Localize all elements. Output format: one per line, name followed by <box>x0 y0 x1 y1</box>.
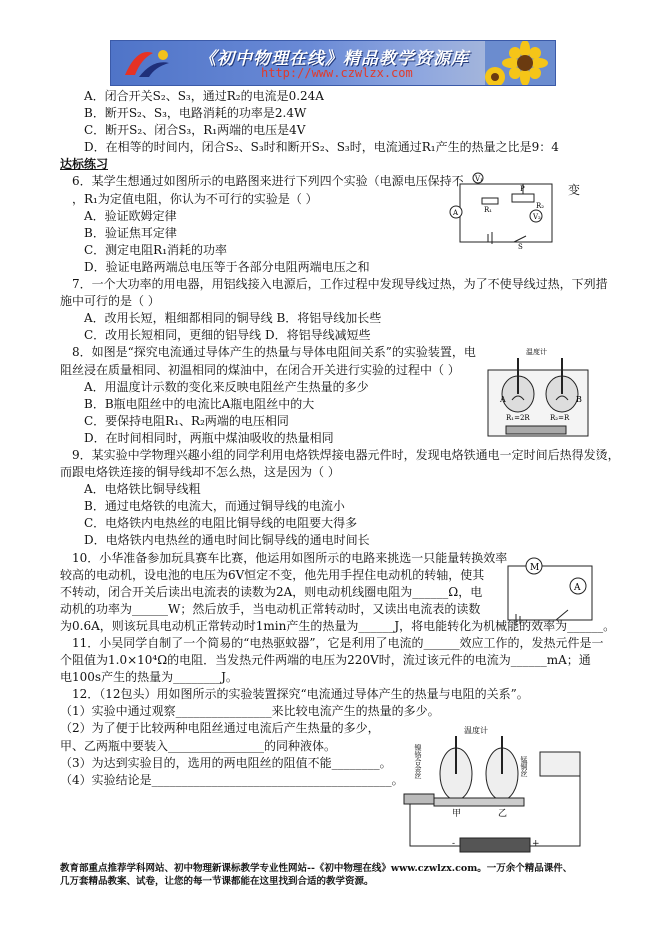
text-line: 6．某学生想通过如图所示的电路图来进行下列四个实验（电源电压保持不 <box>72 174 464 189</box>
text-line: （4）实验结论是________________________________________。 <box>60 772 404 787</box>
apparatus-figure-q8 <box>484 344 594 440</box>
text-line: 不转动，闭合开关后读出电流表的读数为2A，则电动机线圈电阻为______Ω，电 <box>60 584 483 599</box>
q6-tail: 变 <box>568 183 581 197</box>
fig8-thermometer: 温度计 <box>526 348 547 356</box>
fig12-thermometer: 温度计 <box>464 726 488 735</box>
text-line: 个阻值为1.0×10⁴Ω的电阻．当发热元件两端的电压为220V时，流过该元件的电流为______mA；通 <box>60 653 591 668</box>
text-line: 10．小华准备参加玩具赛车比赛，他运用如图所示的电路来挑选一只能量转换效率 <box>72 550 508 565</box>
text-line: 甲、乙两瓶中要装入________________的同种液体。 <box>60 738 337 753</box>
text-line: B．通过电烙铁的电流大，而通过铜导线的电流小 <box>84 499 345 514</box>
fig8-r2: R₂=R <box>550 414 570 422</box>
footer-line-1: 教育部重点推荐学科网站、初中物理新课标教学专业性网站--《初中物理在线》www.czwlzx.com。一万余个精品课件、 <box>60 863 573 874</box>
fig8-r1: R₁=2R <box>506 414 530 422</box>
circuit-figure-q6 <box>448 172 560 250</box>
text-line: A．电烙铁比铜导线粗 <box>84 482 201 497</box>
fig6-r2: R₂ <box>536 202 545 210</box>
fig10-ammeter: A <box>574 583 581 593</box>
text-line: 电100s产生的热量为________J。 <box>60 670 238 685</box>
footer-line-2: 几万套精品教案、试卷，让您的每一节课都能在这里找到合适的教学资源。 <box>60 876 374 887</box>
text-line: C．要保持电阻R₁、R₂两端的电压相同 <box>84 413 289 428</box>
fig8-a: A <box>500 395 506 404</box>
text-line: A．改用长短，粗细都相同的铜导线 B．将铝导线加长些 <box>84 311 382 326</box>
text-line: 较高的电动机，设电池的电压为6V恒定不变，他先用手捏住电动机的转轴，使其 <box>60 567 485 582</box>
circuit-figure-q10 <box>498 556 602 628</box>
text-line: A．验证欧姆定律 <box>84 208 177 223</box>
page-footer <box>60 862 620 888</box>
banner-url: http://www.czwlzx.com <box>261 66 413 80</box>
fig6-p: P <box>520 185 525 193</box>
text-line: 为0.6A，则该玩具电动机正常转动时1min产生的热量为______J，将电能转化为机械能的效率为______。 <box>60 618 616 633</box>
svg-text:+: + <box>532 839 540 849</box>
sunflower-icon <box>485 41 555 85</box>
header-banner <box>110 40 556 86</box>
section-heading: 达标练习 <box>60 157 109 172</box>
text-line: 8．如图是“探究电流通过导体产生的热量与导体电阻间关系”的实验装置，电 <box>72 345 476 360</box>
text-line: D．在相等的时间内，闭合S₂、S₃时和断开S₂、S₃时，电流通过R₁产生的热量之比是9：4 <box>84 140 559 155</box>
text-line: D．在时间相同时，两瓶中煤油吸收的热量相同 <box>84 430 334 445</box>
fig6-s: S <box>518 243 523 250</box>
text-line: A．闭合开关S₂、S₃，通过R₂的电流是0.24A <box>84 89 324 103</box>
text-line: B．验证焦耳定律 <box>84 225 177 240</box>
fig6-v1: V₁ <box>475 175 483 183</box>
text-line: A．用温度计示数的变化来反映电阻丝产生热量的多少 <box>84 379 369 394</box>
banner-title: 《初中物理在线》精品教学资源库 <box>199 49 469 69</box>
text-line: B．B瓶电阻丝中的电流比A瓶电阻丝中的大 <box>84 396 315 411</box>
text-line: C．改用长短相同，更细的铝导线 D．将铝导线减短些 <box>84 328 371 343</box>
text-line: 动机的功率为______W；然后放手，当电动机正常转动时，又读出电流表的读数 <box>60 601 481 616</box>
fig12-yi: 乙 <box>498 809 508 819</box>
fig12-left-wire: 镍铬合金丝 <box>414 744 422 779</box>
text-line: ，R₁为定值电阻，你认为不可行的实验是（ ） <box>72 191 318 206</box>
fig8-b: B <box>576 395 582 404</box>
text-line: 11．小吴同学自制了一个简易的“电热驱蚊器”，它是利用了电流的______效应工作的，发热元件是一 <box>72 636 604 650</box>
text-line: （3）为达到实验目的，选用的两电阻丝的阻值不能________。 <box>60 755 392 770</box>
fig6-a: A <box>453 209 459 217</box>
text-line: 9．某实验中学物理兴趣小组的同学利用电烙铁焊接电器元件时，发现电烙铁通电一定时间后热得发烫， <box>72 447 620 462</box>
svg-text:-: - <box>452 839 456 849</box>
fig6-v2: V₂ <box>533 213 541 221</box>
text-line: 施中可行的是（ ） <box>60 294 160 309</box>
apparatus-figure-q12 <box>400 724 590 856</box>
text-line: 7．一个大功率的用电器，用铝线接入电源后，工作过程中发现导线过热，为了不使导线过热，下列措 <box>72 277 608 292</box>
text-line: C．断开S₂、闭合S₃，R₁两端的电压是4V <box>84 123 306 138</box>
text-line: （2）为了便于比较两种电阻丝通过电流后产生热量的多少， <box>60 721 380 736</box>
text-line: 12．（12包头）用如图所示的实验装置探究“电流通过导体产生的热量与电阻的关系”。 <box>72 687 529 702</box>
text-line: C．电烙铁内电热丝的电阻比铜导线的电阻要大得多 <box>84 516 358 531</box>
text-line: 阻丝浸在质量相同、初温相同的煤油中，在闭合开关进行实验的过程中（ ） <box>60 362 460 377</box>
text-line: 而跟电烙铁连接的铜导线却不怎么热，这是因为（ ） <box>60 465 340 480</box>
text-line: D．电烙铁内电热丝的通电时间比铜导线的通电时间长 <box>84 533 370 548</box>
fig12-jia: 甲 <box>452 809 462 819</box>
text-line: B．断开S₂、S₃，电路消耗的功率是2.4W <box>84 106 307 121</box>
fig10-motor: M <box>530 563 540 573</box>
text-line: C．测定电阻R₁消耗的功率 <box>84 242 228 257</box>
fig6-r1: R₁ <box>484 206 493 214</box>
text-line: （1）实验中通过观察________________来比较电流产生的热量的多少。 <box>60 704 440 719</box>
text-line: D．验证电路两端总电压等于各部分电阻两端电压之和 <box>84 259 370 274</box>
logo-icon <box>119 45 179 81</box>
fig12-right-wire: 锰铜丝 <box>520 756 528 777</box>
